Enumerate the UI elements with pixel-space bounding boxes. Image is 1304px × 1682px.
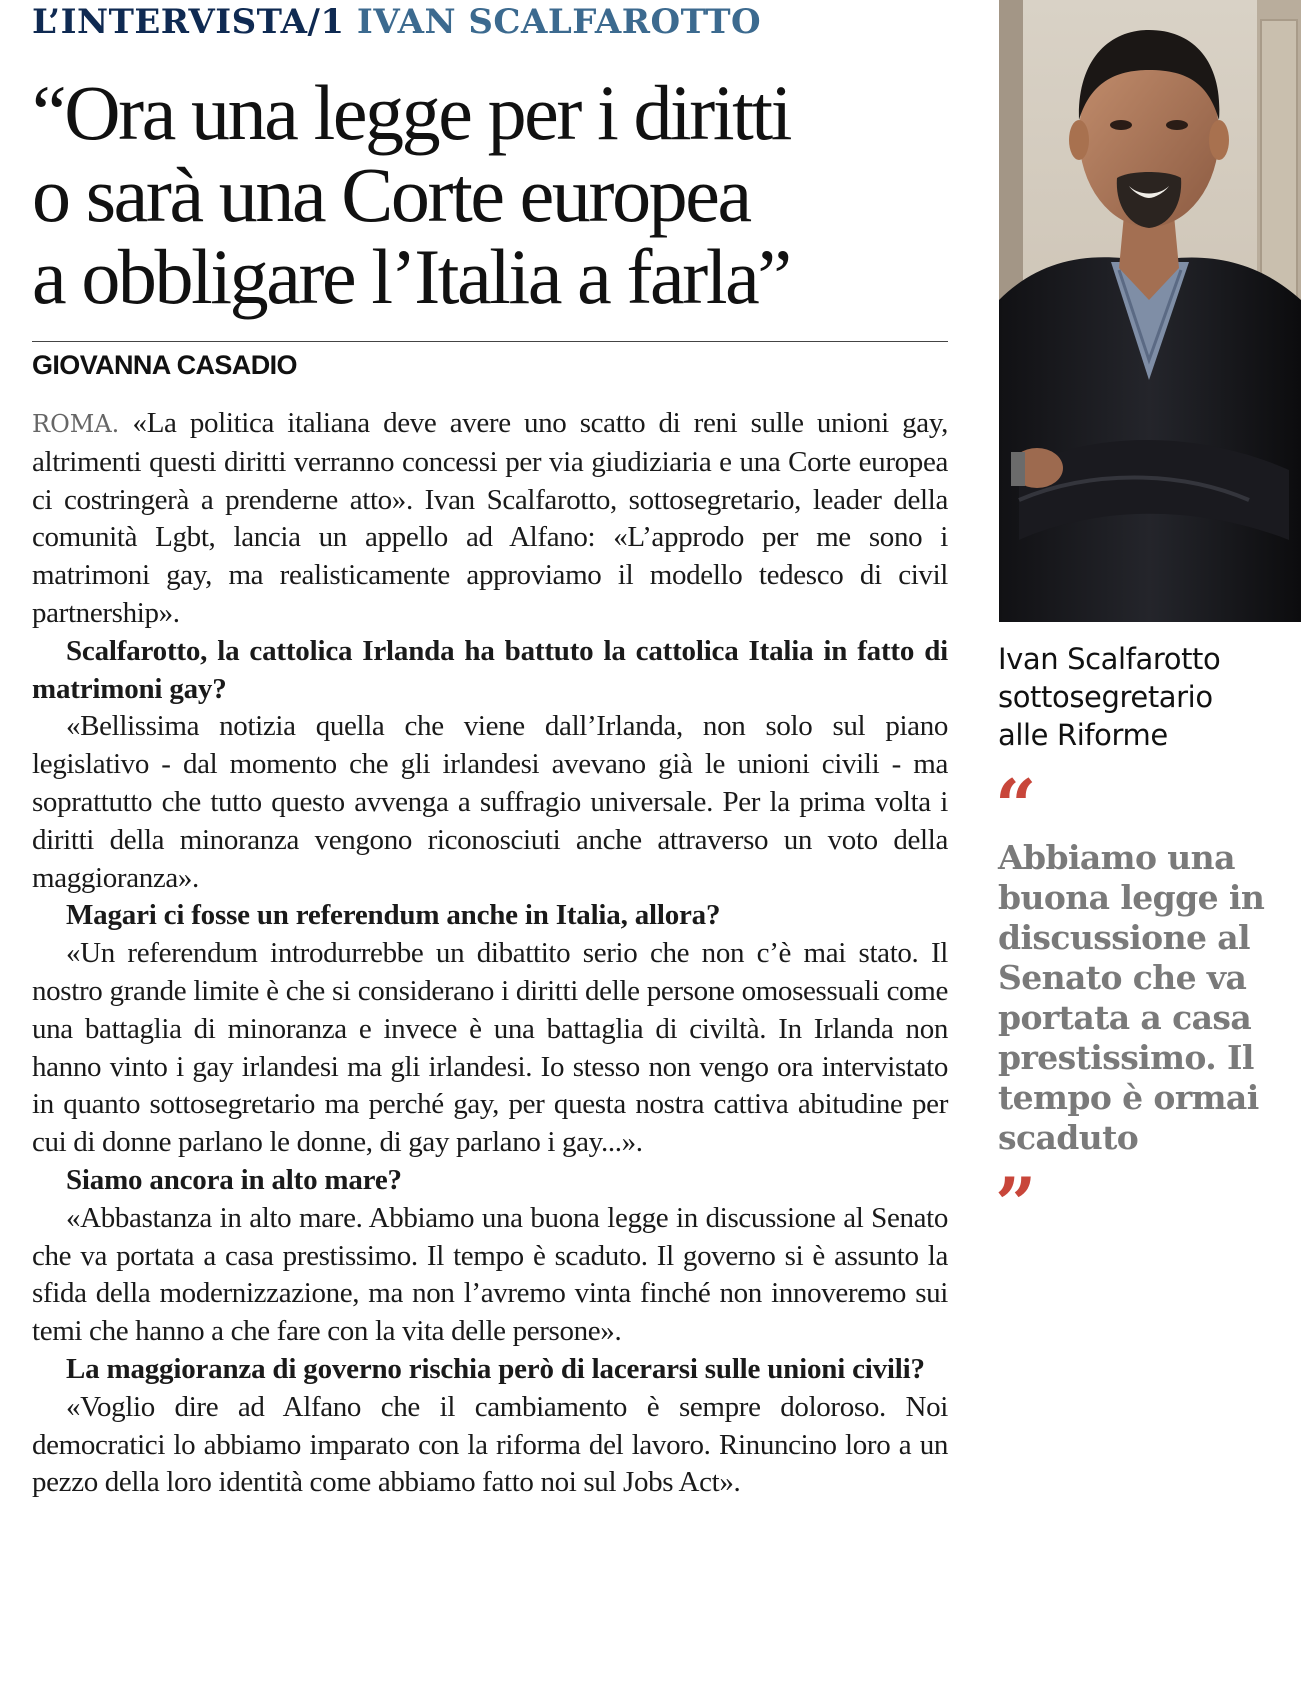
interview-question: Siamo ancora in alto mare? xyxy=(66,1163,402,1196)
kicker-interviewee: IVAN SCALFAROTTO xyxy=(356,2,762,42)
caption-line: alle Riforme xyxy=(998,718,1168,752)
caption-line: Ivan Scalfarotto xyxy=(998,642,1221,676)
photo-caption xyxy=(998,640,1298,754)
intro-text: «La politica italiana deve avere uno scatto di reni sulle unioni gay, altrimenti questi diritti verranno concessi per via giudiziaria e una Corte europea ci costringerà a prenderne atto». Ivan Scalfarotto, sottosegretario, leader della comunità Lgbt, lancia un appello ad Alfano: «L’approdo per me sono i matrimoni gay, ma realisticamente approviamo il modello tedesco di civil partnership». xyxy=(32,407,948,629)
article-body xyxy=(32,405,948,1502)
headline-line-2: o sarà una Corte europea xyxy=(32,151,750,238)
headline-line-3: a obbligare l’Italia a farla” xyxy=(32,233,790,320)
dateline: ROMA. xyxy=(32,410,120,438)
kicker-label: L’INTERVISTA/1 xyxy=(32,2,345,42)
interview-question: La maggioranza di governo rischia però di lacerarsi sulle unioni civili? xyxy=(66,1352,925,1385)
close-quote-icon: ” xyxy=(995,1161,1037,1246)
interview-answer: «Voglio dire ad Alfano che il cambiamento è sempre doloroso. Noi democratici lo abbiamo imparato con la riforma del lavoro. Rinuncino loro a un pezzo della loro identità come abbiamo fatto noi sul Jobs Act». xyxy=(32,1390,948,1499)
interview-question: Magari ci fosse un referendum anche in Italia, allora? xyxy=(66,899,721,932)
interview-answer: «Abbastanza in alto mare. Abbiamo una buona legge in discussione al Senato che va portata a casa prestissimo. Il tempo è scaduto. Il governo si è assunto la sfida della modernizzazione, ma non l’avremo vinta finché non innoveremo sui temi che hanno a che fare con la vita delle persone». xyxy=(32,1201,948,1348)
open-quote-icon: “ xyxy=(995,763,1037,848)
interview-question: Scalfarotto, la cattolica Irlanda ha battuto la cattolica Italia in fatto di matrimoni gay? xyxy=(32,634,948,705)
section-kicker xyxy=(32,2,761,42)
pull-quote: Abbiamo una buona legge in discussione al Senato che va portata a casa prestissimo. Il tempo è ormai scaduto xyxy=(998,838,1265,1157)
caption-line: sottosegretario xyxy=(998,680,1213,714)
interview-answer: «Un referendum introdurrebbe un dibattito serio che non c’è mai stato. Il nostro grande limite è che si considerano i diritti delle persone omosessuali come una battaglia di minoranza e invece è una battaglia di civiltà. In Irlanda non hanno vinto i gay irlandesi ma gli irlandesi. Io stesso non vengo ora intervistato in quanto sottosegretario ma perché gay, per questa nostra cattiva abitudine per cui di donne parlano le donne, di gay parlano i gay...». xyxy=(32,937,948,1159)
headline-divider xyxy=(32,341,948,342)
portrait-photo xyxy=(999,0,1301,622)
interview-answer: «Bellissima notizia quella che viene dall’Irlanda, non solo sul piano legislativo - dal momento che gli irlandesi avevano già le unioni civili - ma soprattutto che tutto questo avvenga a suffragio universale. Per la prima volta i diritti della minoranza vengono riconosciuti anche attraverso un voto della maggioranza». xyxy=(32,710,948,894)
headline xyxy=(32,69,952,320)
headline-line-1: “Ora una legge per i diritti xyxy=(32,69,790,156)
byline: GIOVANNA CASADIO xyxy=(32,350,297,380)
article-intro xyxy=(32,405,948,633)
portrait-illustration xyxy=(999,0,1301,622)
